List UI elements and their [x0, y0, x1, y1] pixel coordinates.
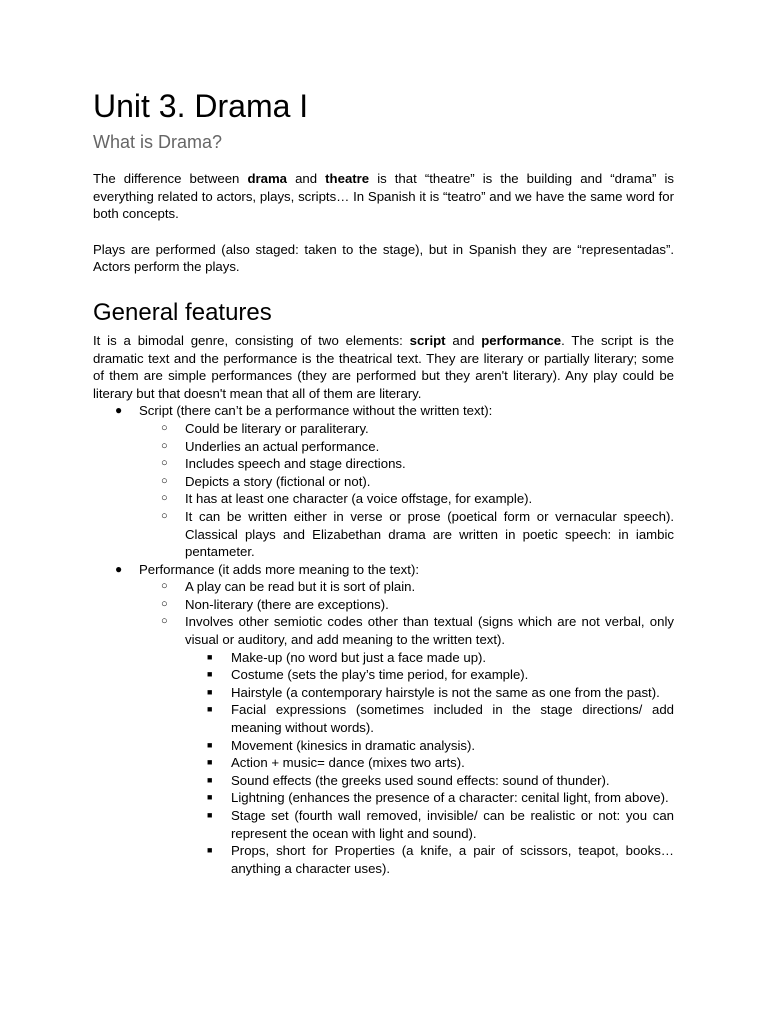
- list-item-performance: [93, 561, 674, 878]
- bullet-circle-icon: ○: [161, 580, 168, 593]
- bullet-square-icon: ■: [207, 757, 213, 768]
- bullet-circle-icon: ○: [161, 439, 168, 452]
- list-item-text: A play can be read but it is sort of plain.: [185, 579, 416, 595]
- section-heading: General features: [93, 298, 272, 326]
- list-item: [185, 772, 674, 790]
- bullet-circle-icon: ○: [161, 492, 168, 505]
- intro-paragraph: [93, 170, 674, 223]
- list-item-text: Could be literary or paraliterary.: [185, 420, 369, 436]
- list-item: [139, 578, 674, 596]
- document-title: Unit 3. Drama I: [93, 88, 309, 124]
- text-run: The difference between: [93, 171, 248, 186]
- plays-paragraph: Plays are performed (also staged: taken to the stage), but in Spanish they are “representadas”. Actors perform the plays.: [93, 241, 674, 275]
- list-item-text: Movement (kinesics in dramatic analysis).: [231, 737, 476, 753]
- list-item-text: Stage set (fourth wall removed, invisible/ can be realistic or not: you can represent the ocean with light and sound).: [231, 808, 674, 841]
- list-item-text: Involves other semiotic codes other than textual (signs which are not verbal, only visual or auditory, and add meaning to the written text).: [185, 614, 674, 648]
- text-run: and: [445, 332, 482, 348]
- semiotic-codes-list: [185, 649, 674, 878]
- bold-term-theatre: theatre: [325, 171, 370, 186]
- text-run: and: [287, 171, 326, 186]
- bold-term-performance: performance: [481, 332, 562, 348]
- bimodal-paragraph: [93, 332, 674, 402]
- bullet-square-icon: ■: [207, 739, 213, 750]
- performance-sublist: [139, 578, 674, 877]
- list-item: [139, 490, 674, 508]
- list-item: [139, 473, 674, 491]
- list-item-text: Includes speech and stage directions.: [185, 456, 406, 472]
- list-item: [185, 754, 674, 772]
- list-item-text: Facial expressions (sometimes included in the stage directions/ add meaning without words).: [231, 702, 674, 736]
- list-item-text: Underlies an actual performance.: [185, 438, 380, 454]
- list-item-text: Depicts a story (fictional or not).: [185, 473, 371, 489]
- list-item-text: Lightning (enhances the presence of a character: cenital light, from above).: [231, 790, 669, 806]
- bullet-circle-icon: ○: [161, 474, 168, 487]
- list-item: [185, 701, 674, 736]
- list-item-text: Make-up (no word but just a face made up).: [231, 649, 487, 665]
- bold-term-script: script: [409, 332, 446, 348]
- list-item: [185, 807, 674, 842]
- list-item-text: It can be written either in verse or prose (poetical form or vernacular speech). Classical plays and Elizabethan drama are written in poetic speech: in iambic pentameter.: [185, 508, 674, 560]
- list-item-label: Performance (it adds more meaning to the text):: [139, 561, 419, 577]
- document-subtitle: What is Drama?: [93, 132, 223, 152]
- bullet-circle-icon: ○: [161, 457, 168, 470]
- bullet-circle-icon: ○: [161, 509, 168, 522]
- list-item-text: Sound effects (the greeks used sound effects: sound of thunder).: [231, 772, 610, 788]
- list-item: [139, 613, 674, 877]
- list-item-text: Hairstyle (a contemporary hairstyle is not the same as one from the past).: [231, 684, 660, 700]
- bullet-square-icon: ■: [207, 669, 213, 680]
- list-item: [185, 737, 674, 755]
- list-item: [185, 684, 674, 702]
- list-item-text: It has at least one character (a voice offstage, for example).: [185, 491, 533, 507]
- list-item: [139, 596, 674, 614]
- text-run: is that “theatre” is the building and “drama” is everything related to actors, plays, scripts… In Spanish it is “teatro” and we have the same word for both concepts.: [93, 171, 674, 222]
- bullet-circle-icon: ○: [161, 421, 168, 434]
- script-sublist: [139, 420, 674, 561]
- list-item-text: Action + music= dance (mixes two arts).: [231, 755, 465, 771]
- bullet-square-icon: ■: [207, 774, 213, 785]
- bullet-disc-icon: ●: [115, 403, 123, 418]
- list-item: [139, 420, 674, 438]
- list-item: [139, 455, 674, 473]
- list-item: [185, 789, 674, 807]
- list-item: [185, 842, 674, 877]
- bullet-square-icon: ■: [207, 810, 213, 820]
- list-item-label: Script (there can’t be a performance without the written text):: [139, 403, 493, 419]
- text-run: . The script is the dramatic text and the performance is the theatrical text. They are literary or partially literary; some of them are simple performances (they are performed but they aren't literary). Any play could be literary but that doesn't mean that all of them are literary.: [93, 332, 675, 401]
- bullet-square-icon: ■: [207, 686, 213, 697]
- list-item: [139, 438, 674, 456]
- bullet-square-icon: ■: [207, 845, 213, 856]
- bullet-square-icon: ■: [207, 651, 213, 662]
- list-item-text: Costume (sets the play’s time period, for example).: [231, 667, 529, 683]
- bullet-circle-icon: ○: [161, 597, 168, 610]
- list-item: [139, 508, 674, 561]
- text-run: It is a bimodal genre, consisting of two elements:: [93, 332, 410, 348]
- bold-term-drama: drama: [247, 171, 288, 186]
- list-item-text: Props, short for Properties (a knife, a pair of scissors, teapot, books… anything a character uses).: [231, 843, 674, 876]
- document-page: [93, 86, 674, 877]
- list-item-script: [93, 402, 674, 560]
- bullet-square-icon: ■: [207, 704, 213, 715]
- features-list: [93, 402, 674, 877]
- bullet-circle-icon: ○: [161, 615, 168, 628]
- bullet-disc-icon: ●: [115, 561, 123, 576]
- list-item: [185, 666, 674, 684]
- list-item: [185, 649, 674, 667]
- list-item-text: Non-literary (there are exceptions).: [185, 596, 389, 612]
- bullet-square-icon: ■: [207, 792, 213, 803]
